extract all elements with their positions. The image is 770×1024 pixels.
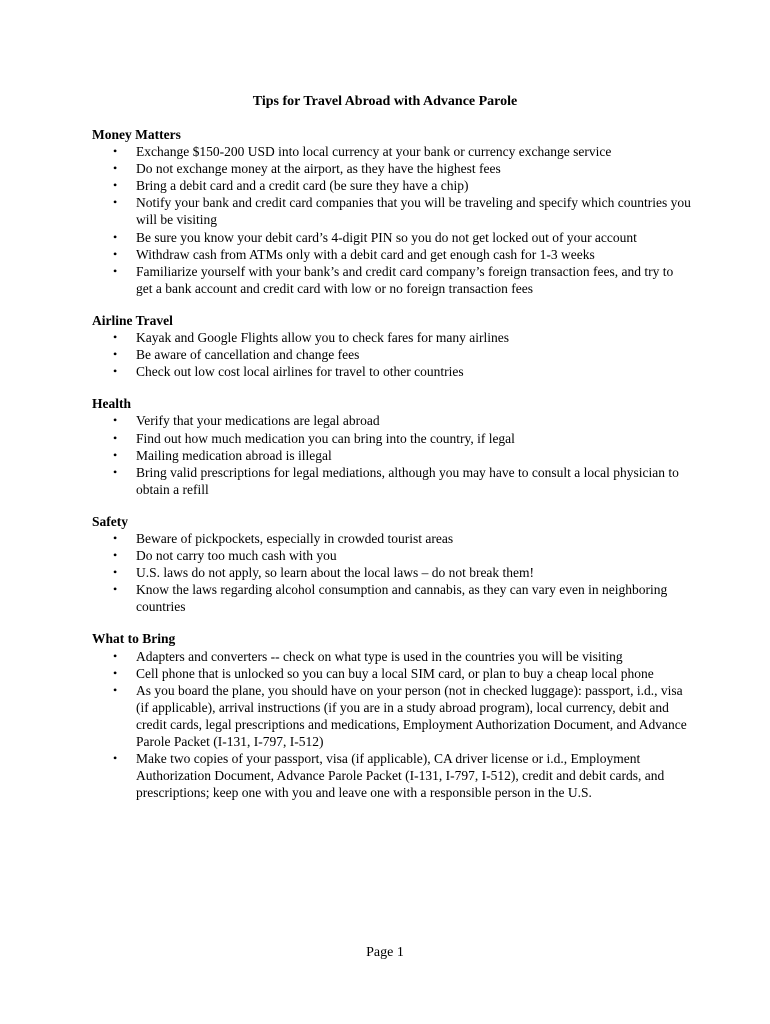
list-item-text: Make two copies of your passport, visa (if applicable), CA driver license or i.d., Employment Authorization Document, Advance Parole Packet (I-131, I-797, I-512), credit and debit cards, and prescriptions; keep one with you and leave one with a responsible person in the U.S. bbox=[136, 751, 665, 801]
bullet-list bbox=[92, 530, 692, 615]
bullet-icon: • bbox=[113, 144, 118, 159]
list-item bbox=[113, 464, 692, 498]
list-item-text: Familiarize yourself with your bank’s and credit card company’s foreign transaction fees, and try to get a bank account and credit card with low or no foreign transaction fees bbox=[136, 263, 674, 296]
list-item bbox=[113, 194, 692, 228]
list-item bbox=[113, 530, 692, 547]
list-item-text: Know the laws regarding alcohol consumption and cannabis, as they can vary even in neighboring countries bbox=[136, 582, 668, 615]
list-item-text: Bring valid prescriptions for legal mediations, although you may have to consult a local physician to obtain a refill bbox=[136, 464, 679, 497]
list-item bbox=[113, 143, 692, 160]
list-item bbox=[113, 412, 692, 429]
bullet-icon: • bbox=[113, 430, 118, 445]
list-item-text: Verify that your medications are legal abroad bbox=[136, 413, 380, 429]
list-item-text: Exchange $150-200 USD into local currency at your bank or currency exchange service bbox=[136, 144, 612, 160]
list-item bbox=[113, 177, 692, 194]
list-item-text: Do not carry too much cash with you bbox=[136, 548, 337, 564]
list-item-text: Kayak and Google Flights allow you to check fares for many airlines bbox=[136, 330, 510, 346]
list-item-text: Mailing medication abroad is illegal bbox=[136, 447, 332, 463]
bullet-icon: • bbox=[113, 665, 118, 680]
bullet-icon: • bbox=[113, 178, 118, 193]
section-heading: Health bbox=[92, 396, 131, 412]
list-item bbox=[113, 581, 692, 615]
section bbox=[92, 126, 692, 297]
bullet-icon: • bbox=[113, 364, 118, 379]
bullet-list bbox=[92, 648, 692, 802]
list-item-text: Be sure you know your debit card’s 4-digit PIN so you do not get locked out of your account bbox=[136, 229, 637, 245]
list-item bbox=[113, 430, 692, 447]
list-item bbox=[113, 564, 692, 581]
bullet-icon: • bbox=[113, 565, 118, 580]
bullet-icon: • bbox=[113, 347, 118, 362]
list-item-text: Adapters and converters -- check on what type is used in the countries you will be visiting bbox=[136, 648, 623, 664]
bullet-icon: • bbox=[113, 330, 118, 345]
document-title: Tips for Travel Abroad with Advance Parole bbox=[252, 94, 518, 109]
list-item bbox=[113, 329, 692, 346]
list-item bbox=[113, 346, 692, 363]
bullet-icon: • bbox=[113, 751, 118, 766]
bullet-icon: • bbox=[113, 582, 118, 597]
bullet-list bbox=[92, 329, 692, 380]
list-item-text: Withdraw cash from ATMs only with a debit card and get enough cash for 1-3 weeks bbox=[136, 246, 595, 262]
list-item bbox=[113, 229, 692, 246]
list-item bbox=[113, 246, 692, 263]
document-body bbox=[92, 126, 692, 816]
list-item bbox=[113, 363, 692, 380]
bullet-icon: • bbox=[113, 263, 118, 278]
list-item-text: Find out how much medication you can bring into the country, if legal bbox=[136, 430, 515, 446]
bullet-icon: • bbox=[113, 548, 118, 563]
section-heading: What to Bring bbox=[92, 631, 176, 647]
bullet-icon: • bbox=[113, 195, 118, 210]
list-item bbox=[113, 665, 692, 682]
list-item bbox=[113, 447, 692, 464]
list-item bbox=[113, 750, 692, 801]
bullet-icon: • bbox=[113, 530, 118, 545]
list-item bbox=[113, 547, 692, 564]
bullet-icon: • bbox=[113, 229, 118, 244]
list-item bbox=[113, 682, 692, 750]
list-item-text: As you board the plane, you should have on your person (not in checked luggage): passport, i.d., visa (if applicable), arrival instructions (if you are in a study abroad program), local currency, debit and credit cards, legal prescriptions and medications, Employment Authorization Document, and Advance Parole Packet (I-131, I-797, I-512) bbox=[136, 682, 687, 749]
list-item bbox=[113, 648, 692, 665]
section bbox=[92, 395, 692, 498]
list-item-text: U.S. laws do not apply, so learn about the local laws – do not break them! bbox=[136, 565, 535, 581]
bullet-icon: • bbox=[113, 682, 118, 697]
section-heading: Money Matters bbox=[92, 127, 181, 142]
bullet-icon: • bbox=[113, 413, 118, 428]
bullet-icon: • bbox=[113, 161, 118, 176]
list-item-text: Cell phone that is unlocked so you can buy a local SIM card, or plan to buy a cheap local phone bbox=[136, 665, 654, 681]
list-item-text: Check out low cost local airlines for travel to other countries bbox=[136, 364, 464, 380]
bullet-icon: • bbox=[113, 246, 118, 261]
list-item-text: Be aware of cancellation and change fees bbox=[136, 347, 360, 363]
list-item bbox=[113, 263, 692, 297]
section-heading: Airline Travel bbox=[92, 312, 173, 328]
list-item bbox=[113, 160, 692, 177]
list-item-text: Notify your bank and credit card companies that you will be traveling and specify which countries you will be visiting bbox=[136, 195, 691, 228]
list-item-text: Bring a debit card and a credit card (be sure they have a chip) bbox=[136, 178, 469, 194]
bullet-list bbox=[92, 412, 692, 497]
bullet-list bbox=[92, 143, 692, 297]
section bbox=[92, 630, 692, 801]
bullet-icon: • bbox=[113, 648, 118, 663]
list-item-text: Beware of pickpockets, especially in crowded tourist areas bbox=[136, 530, 454, 546]
section bbox=[92, 312, 692, 380]
page-number: Page 1 bbox=[366, 945, 404, 960]
section-heading: Safety bbox=[92, 513, 128, 529]
bullet-icon: • bbox=[113, 464, 118, 479]
bullet-icon: • bbox=[113, 447, 118, 462]
list-item-text: Do not exchange money at the airport, as they have the highest fees bbox=[136, 161, 501, 177]
section bbox=[92, 513, 692, 616]
